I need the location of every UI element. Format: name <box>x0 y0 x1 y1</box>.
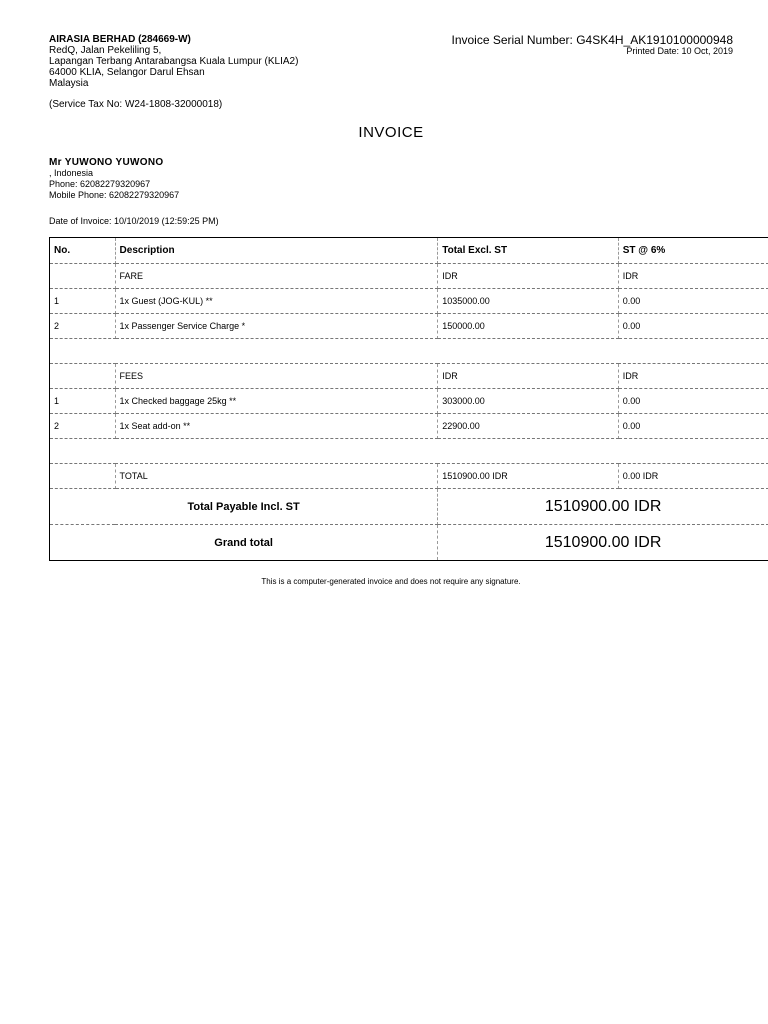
cell <box>50 364 116 389</box>
cell: 2 <box>50 414 116 439</box>
table-row <box>50 289 768 314</box>
spacer-cell <box>50 339 768 364</box>
cell: 0.00 <box>618 389 768 414</box>
cell: IDR <box>438 264 619 289</box>
cell: 0.00 IDR <box>618 464 768 489</box>
cell: 1x Passenger Service Charge * <box>115 314 438 339</box>
table-row <box>50 389 768 414</box>
fees-section-row <box>50 364 768 389</box>
service-tax-number: (Service Tax No: W24-1808-32000018) <box>49 99 223 110</box>
grand-total-amount: 1510900.00 IDR <box>438 525 768 561</box>
cell: 303000.00 <box>438 389 619 414</box>
cell <box>50 464 116 489</box>
cell: 22900.00 <box>438 414 619 439</box>
table-row <box>50 414 768 439</box>
company-address-line: RedQ, Jalan Pekeliling 5, <box>49 45 162 56</box>
total-payable-row <box>50 489 768 525</box>
customer-phone: Phone: 62082279320967 <box>49 179 151 189</box>
cell: 1x Checked baggage 25kg ** <box>115 389 438 414</box>
company-address-line: Lapangan Terbang Antarabangsa Kuala Lumpur (KLIA2) <box>49 56 299 67</box>
company-address-line: 64000 KLIA, Selangor Darul Ehsan <box>49 67 205 78</box>
customer-name: Mr YUWONO YUWONO <box>49 157 164 168</box>
cell: 1x Seat add-on ** <box>115 414 438 439</box>
total-payable-amount: 1510900.00 IDR <box>438 489 768 525</box>
cell: 0.00 <box>618 414 768 439</box>
company-info <box>49 34 298 110</box>
invoice-serial-number: Invoice Serial Number: G4SK4H_AK1910100000948 <box>451 33 733 47</box>
cell <box>50 264 116 289</box>
cell: IDR <box>618 364 768 389</box>
customer-mobile: Mobile Phone: 62082279320967 <box>49 190 180 200</box>
cell: 1510900.00 IDR <box>438 464 619 489</box>
table-row <box>50 314 768 339</box>
invoice-table <box>49 237 768 561</box>
grand-total-label: Grand total <box>50 525 438 561</box>
table-header-row <box>50 238 768 264</box>
company-address-line: Malaysia <box>49 78 89 89</box>
cell: 2 <box>50 314 116 339</box>
cell: 0.00 <box>618 289 768 314</box>
cell: IDR <box>438 364 619 389</box>
total-payable-label: Total Payable Incl. ST <box>50 489 438 525</box>
cell: 1 <box>50 389 116 414</box>
spacer-row <box>50 339 768 364</box>
cell: 0.00 <box>618 314 768 339</box>
invoice-date: Date of Invoice: 10/10/2019 (12:59:25 PM) <box>49 216 219 226</box>
cell: TOTAL <box>115 464 438 489</box>
cell: 1x Guest (JOG-KUL) ** <box>115 289 438 314</box>
cell: 1 <box>50 289 116 314</box>
footer-note: This is a computer-generated invoice and does not require any signature. <box>261 577 521 586</box>
cell: FEES <box>115 364 438 389</box>
company-name: AIRASIA BERHAD (284669-W) <box>49 34 191 45</box>
header-description: Description <box>115 238 438 264</box>
spacer-cell <box>50 439 768 464</box>
header-total-excl-st: Total Excl. ST <box>438 238 619 264</box>
cell: IDR <box>618 264 768 289</box>
spacer-row <box>50 439 768 464</box>
customer-info <box>49 157 179 201</box>
customer-country: , Indonesia <box>49 168 94 178</box>
cell: 1035000.00 <box>438 289 619 314</box>
invoice-title: INVOICE <box>358 124 424 141</box>
header-no: No. <box>50 238 116 264</box>
cell: FARE <box>115 264 438 289</box>
total-row <box>50 464 768 489</box>
fare-section-row <box>50 264 768 289</box>
header-st: ST @ 6% <box>618 238 768 264</box>
cell: 150000.00 <box>438 314 619 339</box>
printed-date: Printed Date: 10 Oct, 2019 <box>626 46 733 56</box>
grand-total-row <box>50 525 768 561</box>
